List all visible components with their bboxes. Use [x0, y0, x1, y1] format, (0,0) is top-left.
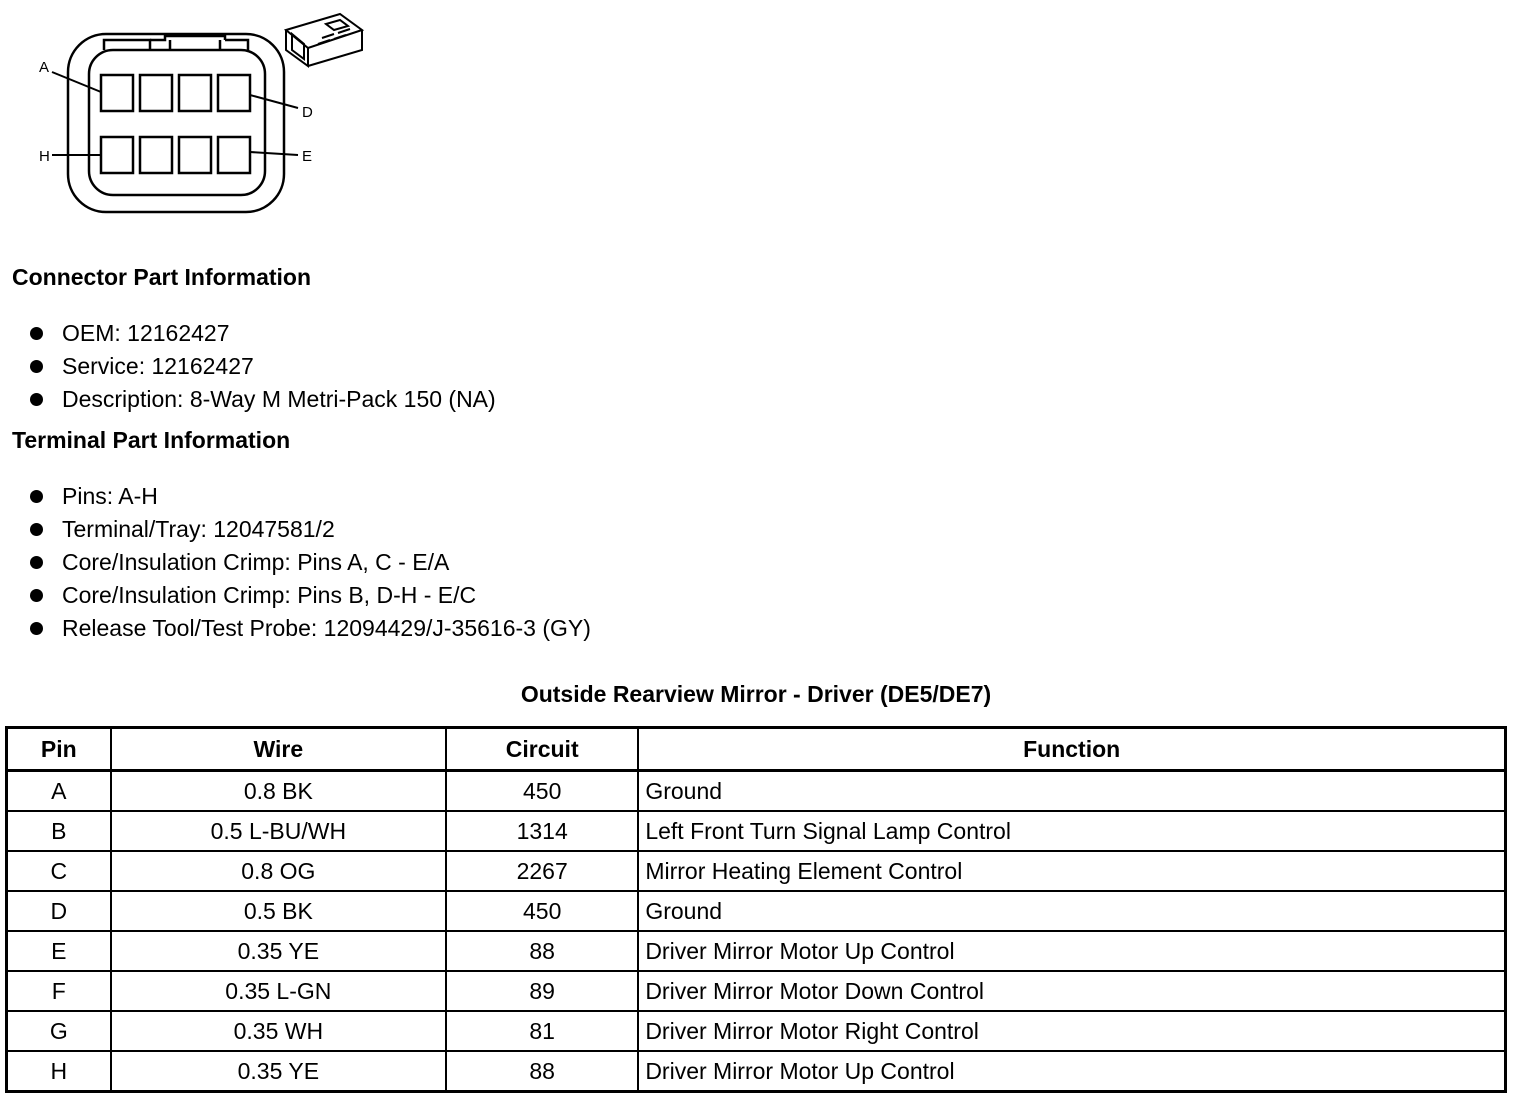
terminal-info-tray: Terminal/Tray: 12047581/2 — [62, 516, 335, 542]
cell-wire: 0.35 YE — [111, 1051, 446, 1092]
connector-info-oem: OEM: 12162427 — [62, 320, 230, 346]
pin-label-d: D — [302, 104, 313, 121]
cell-circuit: 450 — [446, 891, 638, 931]
connector-isometric-icon — [286, 14, 362, 66]
column-header-circuit: Circuit — [446, 728, 638, 771]
cell-circuit: 450 — [446, 771, 638, 812]
cell-circuit: 88 — [446, 931, 638, 971]
terminal-info-crimp-ac: Core/Insulation Crimp: Pins A, C - E/A — [62, 549, 450, 575]
cell-function: Driver Mirror Motor Down Control — [638, 971, 1505, 1011]
table-row — [7, 891, 1506, 931]
cell-pin: E — [7, 931, 111, 971]
bullet-icon — [30, 360, 43, 373]
cell-pin: B — [7, 811, 111, 851]
cell-wire: 0.5 BK — [111, 891, 446, 931]
list-item — [28, 612, 591, 645]
bullet-icon — [30, 589, 43, 602]
cell-pin: D — [7, 891, 111, 931]
cell-wire: 0.35 WH — [111, 1011, 446, 1051]
cell-circuit: 2267 — [446, 851, 638, 891]
bullet-icon — [30, 327, 43, 340]
connector-housing — [68, 34, 284, 212]
table-row — [7, 771, 1506, 812]
cell-function: Driver Mirror Motor Up Control — [638, 931, 1505, 971]
cell-function: Driver Mirror Motor Right Control — [638, 1011, 1505, 1051]
connector-face-diagram — [0, 0, 380, 225]
cell-function: Mirror Heating Element Control — [638, 851, 1505, 891]
list-item — [28, 350, 496, 383]
table-row — [7, 811, 1506, 851]
list-item — [28, 579, 591, 612]
column-header-pin: Pin — [7, 728, 111, 771]
bullet-icon — [30, 523, 43, 536]
list-item — [28, 513, 591, 546]
connector-info-description: Description: 8-Way M Metri-Pack 150 (NA) — [62, 386, 496, 412]
cell-wire: 0.8 BK — [111, 771, 446, 812]
connector-info-service: Service: 12162427 — [62, 353, 254, 379]
pin-label-h: H — [39, 148, 50, 165]
column-header-wire: Wire — [111, 728, 446, 771]
cell-wire: 0.8 OG — [111, 851, 446, 891]
pin-label-a: A — [39, 59, 50, 76]
table-row — [7, 971, 1506, 1011]
terminal-cavities — [101, 75, 250, 173]
cell-wire: 0.35 L-GN — [111, 971, 446, 1011]
table-row — [7, 931, 1506, 971]
table-row — [7, 851, 1506, 891]
cell-function: Ground — [638, 891, 1505, 931]
column-header-function: Function — [638, 728, 1505, 771]
bullet-icon — [30, 393, 43, 406]
terminal-info-heading: Terminal Part Information — [12, 427, 291, 453]
terminal-info-list — [28, 480, 591, 645]
cell-function: Left Front Turn Signal Lamp Control — [638, 811, 1505, 851]
list-item — [28, 317, 496, 350]
pinout-table — [5, 726, 1507, 1093]
table-row — [7, 1011, 1506, 1051]
cell-circuit: 89 — [446, 971, 638, 1011]
pin-label-e: E — [302, 148, 313, 165]
connector-info-heading: Connector Part Information — [12, 264, 312, 290]
cell-wire: 0.35 YE — [111, 931, 446, 971]
bullet-icon — [30, 490, 43, 503]
cell-pin: A — [7, 771, 111, 812]
cell-pin: C — [7, 851, 111, 891]
pin-labels — [39, 59, 313, 165]
cell-function: Driver Mirror Motor Up Control — [638, 1051, 1505, 1092]
list-item — [28, 383, 496, 416]
list-item — [28, 480, 591, 513]
cell-pin: G — [7, 1011, 111, 1051]
cell-circuit: 81 — [446, 1011, 638, 1051]
cell-function: Ground — [638, 771, 1505, 812]
table-title: Outside Rearview Mirror - Driver (DE5/DE7) — [520, 681, 992, 707]
terminal-info-crimp-bdh: Core/Insulation Crimp: Pins B, D-H - E/C — [62, 582, 477, 608]
cell-pin: F — [7, 971, 111, 1011]
bullet-icon — [30, 622, 43, 635]
cell-pin: H — [7, 1051, 111, 1092]
terminal-info-pins: Pins: A-H — [62, 483, 158, 509]
list-item — [28, 546, 591, 579]
cell-wire: 0.5 L-BU/WH — [111, 811, 446, 851]
terminal-info-release-tool: Release Tool/Test Probe: 12094429/J-35616-3 (GY) — [62, 615, 591, 641]
cell-circuit: 1314 — [446, 811, 638, 851]
table-header-row — [7, 728, 1506, 771]
table-row — [7, 1051, 1506, 1092]
cell-circuit: 88 — [446, 1051, 638, 1092]
bullet-icon — [30, 556, 43, 569]
connector-info-list — [28, 317, 496, 416]
